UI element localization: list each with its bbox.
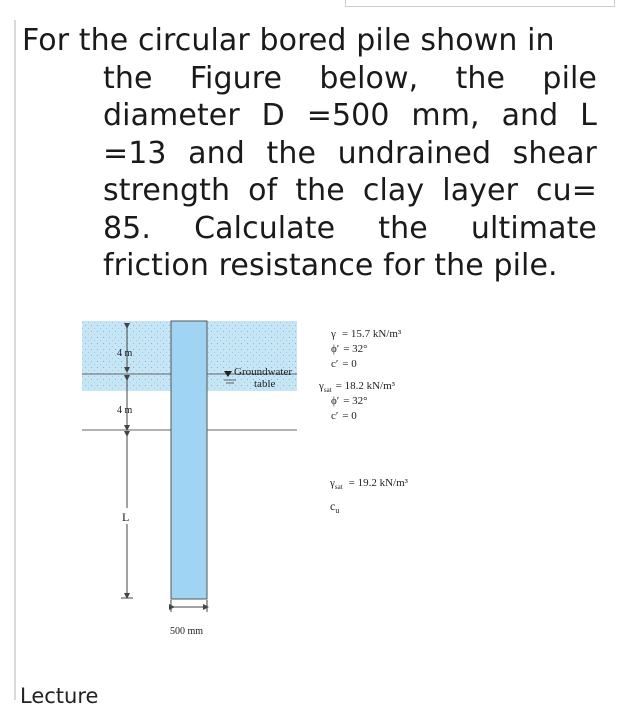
footer-text: Lecture (20, 684, 99, 708)
layer1-c-value: = 0 (342, 358, 357, 370)
layer2-gamma-sub: sat (323, 386, 332, 394)
layer2-c-symbol: c′ (331, 410, 339, 422)
layer3-gamma (329, 477, 409, 491)
dim-diameter-label: 500 mm (170, 626, 204, 637)
dim-L-label: L (122, 510, 130, 524)
sand-layer-lower-band (82, 375, 232, 391)
layer2-gamma-value: = 18.2 kN/m³ (335, 380, 395, 392)
layer1-c-symbol: c′ (331, 358, 339, 370)
layer3-gamma-sub: sat (334, 483, 343, 491)
dim-top-4m-label: 4 m (117, 348, 133, 359)
layer2-gamma-symbol: γ (319, 380, 324, 392)
layer3-cu (330, 499, 339, 515)
layer3-gamma-value: = 19.2 kN/m³ (348, 477, 408, 489)
layer1-c (331, 358, 357, 370)
layer2-phi-symbol: ϕ′ (331, 395, 340, 407)
layer3-cu-symbol: c (330, 499, 336, 513)
layer1-phi-value: = 32° (343, 343, 368, 355)
layer2-c (331, 410, 357, 422)
layer1-gamma (330, 328, 402, 340)
question-body: the Figure below, the pile diameter D =500 mm, and L =13 and the undrained shear strength of the clay layer cu= 85. Calculate the ultimate friction resistance for the pile. (103, 60, 597, 283)
layer2-c-value: = 0 (342, 410, 357, 422)
layer1-phi-symbol: ϕ′ (331, 343, 340, 355)
layer1-phi (331, 343, 368, 355)
gw-label-1: Groundwater (234, 366, 293, 378)
layer2-phi-value: = 32° (343, 395, 368, 407)
layer2-gamma (318, 380, 396, 394)
gw-label-2: table (254, 378, 276, 390)
layer1-gamma-symbol: γ (331, 328, 336, 340)
layer1-gamma-value: = 15.7 kN/m³ (341, 328, 402, 340)
layer3-cu-sub: u (335, 506, 340, 515)
dim-mid-4m-label: 4 m (117, 405, 133, 416)
question-line-1: For the circular bored pile shown in (22, 23, 555, 58)
pile-shaft (171, 321, 207, 599)
layer2-phi (331, 395, 368, 407)
layer3-gamma-symbol: γ (330, 477, 335, 489)
